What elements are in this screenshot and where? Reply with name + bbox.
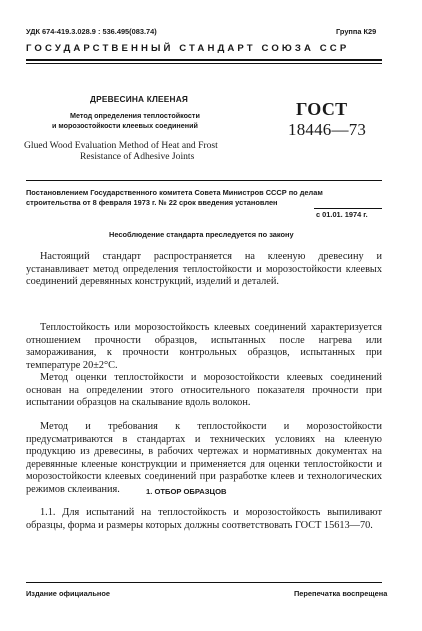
paragraph-method	[26, 372, 382, 410]
paragraph-text: Метод и требования к теплостойкости и морозостойкости предусматриваются в стандартах и технических условиях на клееную продукцию из древесины, в рабочих чертежах и нормативных документах на деревянные клееные конструкции и применяется для оценки теплостойкости и морозостойкости клеевых соединений при разработке клеев и технологических режимов склеивания.	[26, 421, 382, 495]
header-rule-thick	[26, 59, 382, 61]
gost-label: ГОСТ	[296, 99, 348, 119]
paragraph-text: Теплостойкость или морозостойкость клеевых соединений характеризуется отношением прочности образцов, испытанных после нагрева или замораживания, к прочности контрольных образцов, испытанных при температуре 20±2°С.	[26, 322, 382, 371]
paragraph-definition	[26, 322, 382, 372]
legal-warning: Несоблюдение стандарта преследуется по закону	[109, 230, 294, 239]
state-standard-heading: ГОСУДАРСТВЕННЫЙ СТАНДАРТ СОЮЗА ССР	[26, 43, 350, 54]
group-code: Группа К29	[336, 27, 377, 36]
footer-reprint-prohibited: Перепечатка воспрещена	[294, 589, 388, 598]
paragraph-text: 1.1. Для испытаний на теплостойкость и морозостойкость выпиливают образцы, форма и размеры которых должны соответствовать ГОСТ 15613—70.	[26, 507, 382, 531]
paragraph-text: Метод оценки теплостойкости и морозостойкости клеевых соединений основан на определении этого относительного показателя прочности при испытании образцов на скалывание вдоль волокон.	[26, 372, 382, 409]
document-subtitle-line2: и морозостойкости клеевых соединений	[52, 121, 198, 130]
english-title-line2: Resistance of Adhesive Joints	[80, 151, 195, 162]
footer-official-edition: Издание официальное	[26, 589, 111, 598]
paragraph-requirements	[26, 421, 382, 497]
footer-rule	[26, 582, 382, 583]
udk-code: УДК 674-419.3.028.9 : 536.495(083.74)	[26, 27, 157, 36]
gost-number: 18446—73	[288, 120, 367, 139]
title-rule	[26, 180, 382, 181]
decree-line1: Постановлением Государственного комитета Совета Министров СССР по делам	[26, 188, 323, 197]
decree-effective-date: с 01.01. 1974 г.	[316, 210, 368, 219]
english-title-line1: Glued Wood Evaluation Method of Heat and Frost	[24, 140, 218, 151]
document-title: ДРЕВЕСИНА КЛЕЕНАЯ	[90, 94, 189, 104]
paragraph-1-1	[26, 507, 382, 532]
paragraph-text: Настоящий стандарт распространяется на клееную древесину и устанавливает метод определения теплостойкости и морозостойкости клеевых соединений деревянных конструкций, изделий и деталей.	[26, 251, 382, 288]
paragraph-scope	[26, 251, 382, 289]
decree-date-rule	[314, 208, 382, 209]
document-subtitle-line1: Метод определения теплостойкости	[70, 111, 200, 120]
decree-line2: строительства от 8 февраля 1973 г. № 22 срок введения установлен	[26, 198, 278, 207]
header-rule-thin	[26, 63, 382, 64]
section-heading: 1. ОТБОР ОБРАЗЦОВ	[146, 487, 227, 496]
